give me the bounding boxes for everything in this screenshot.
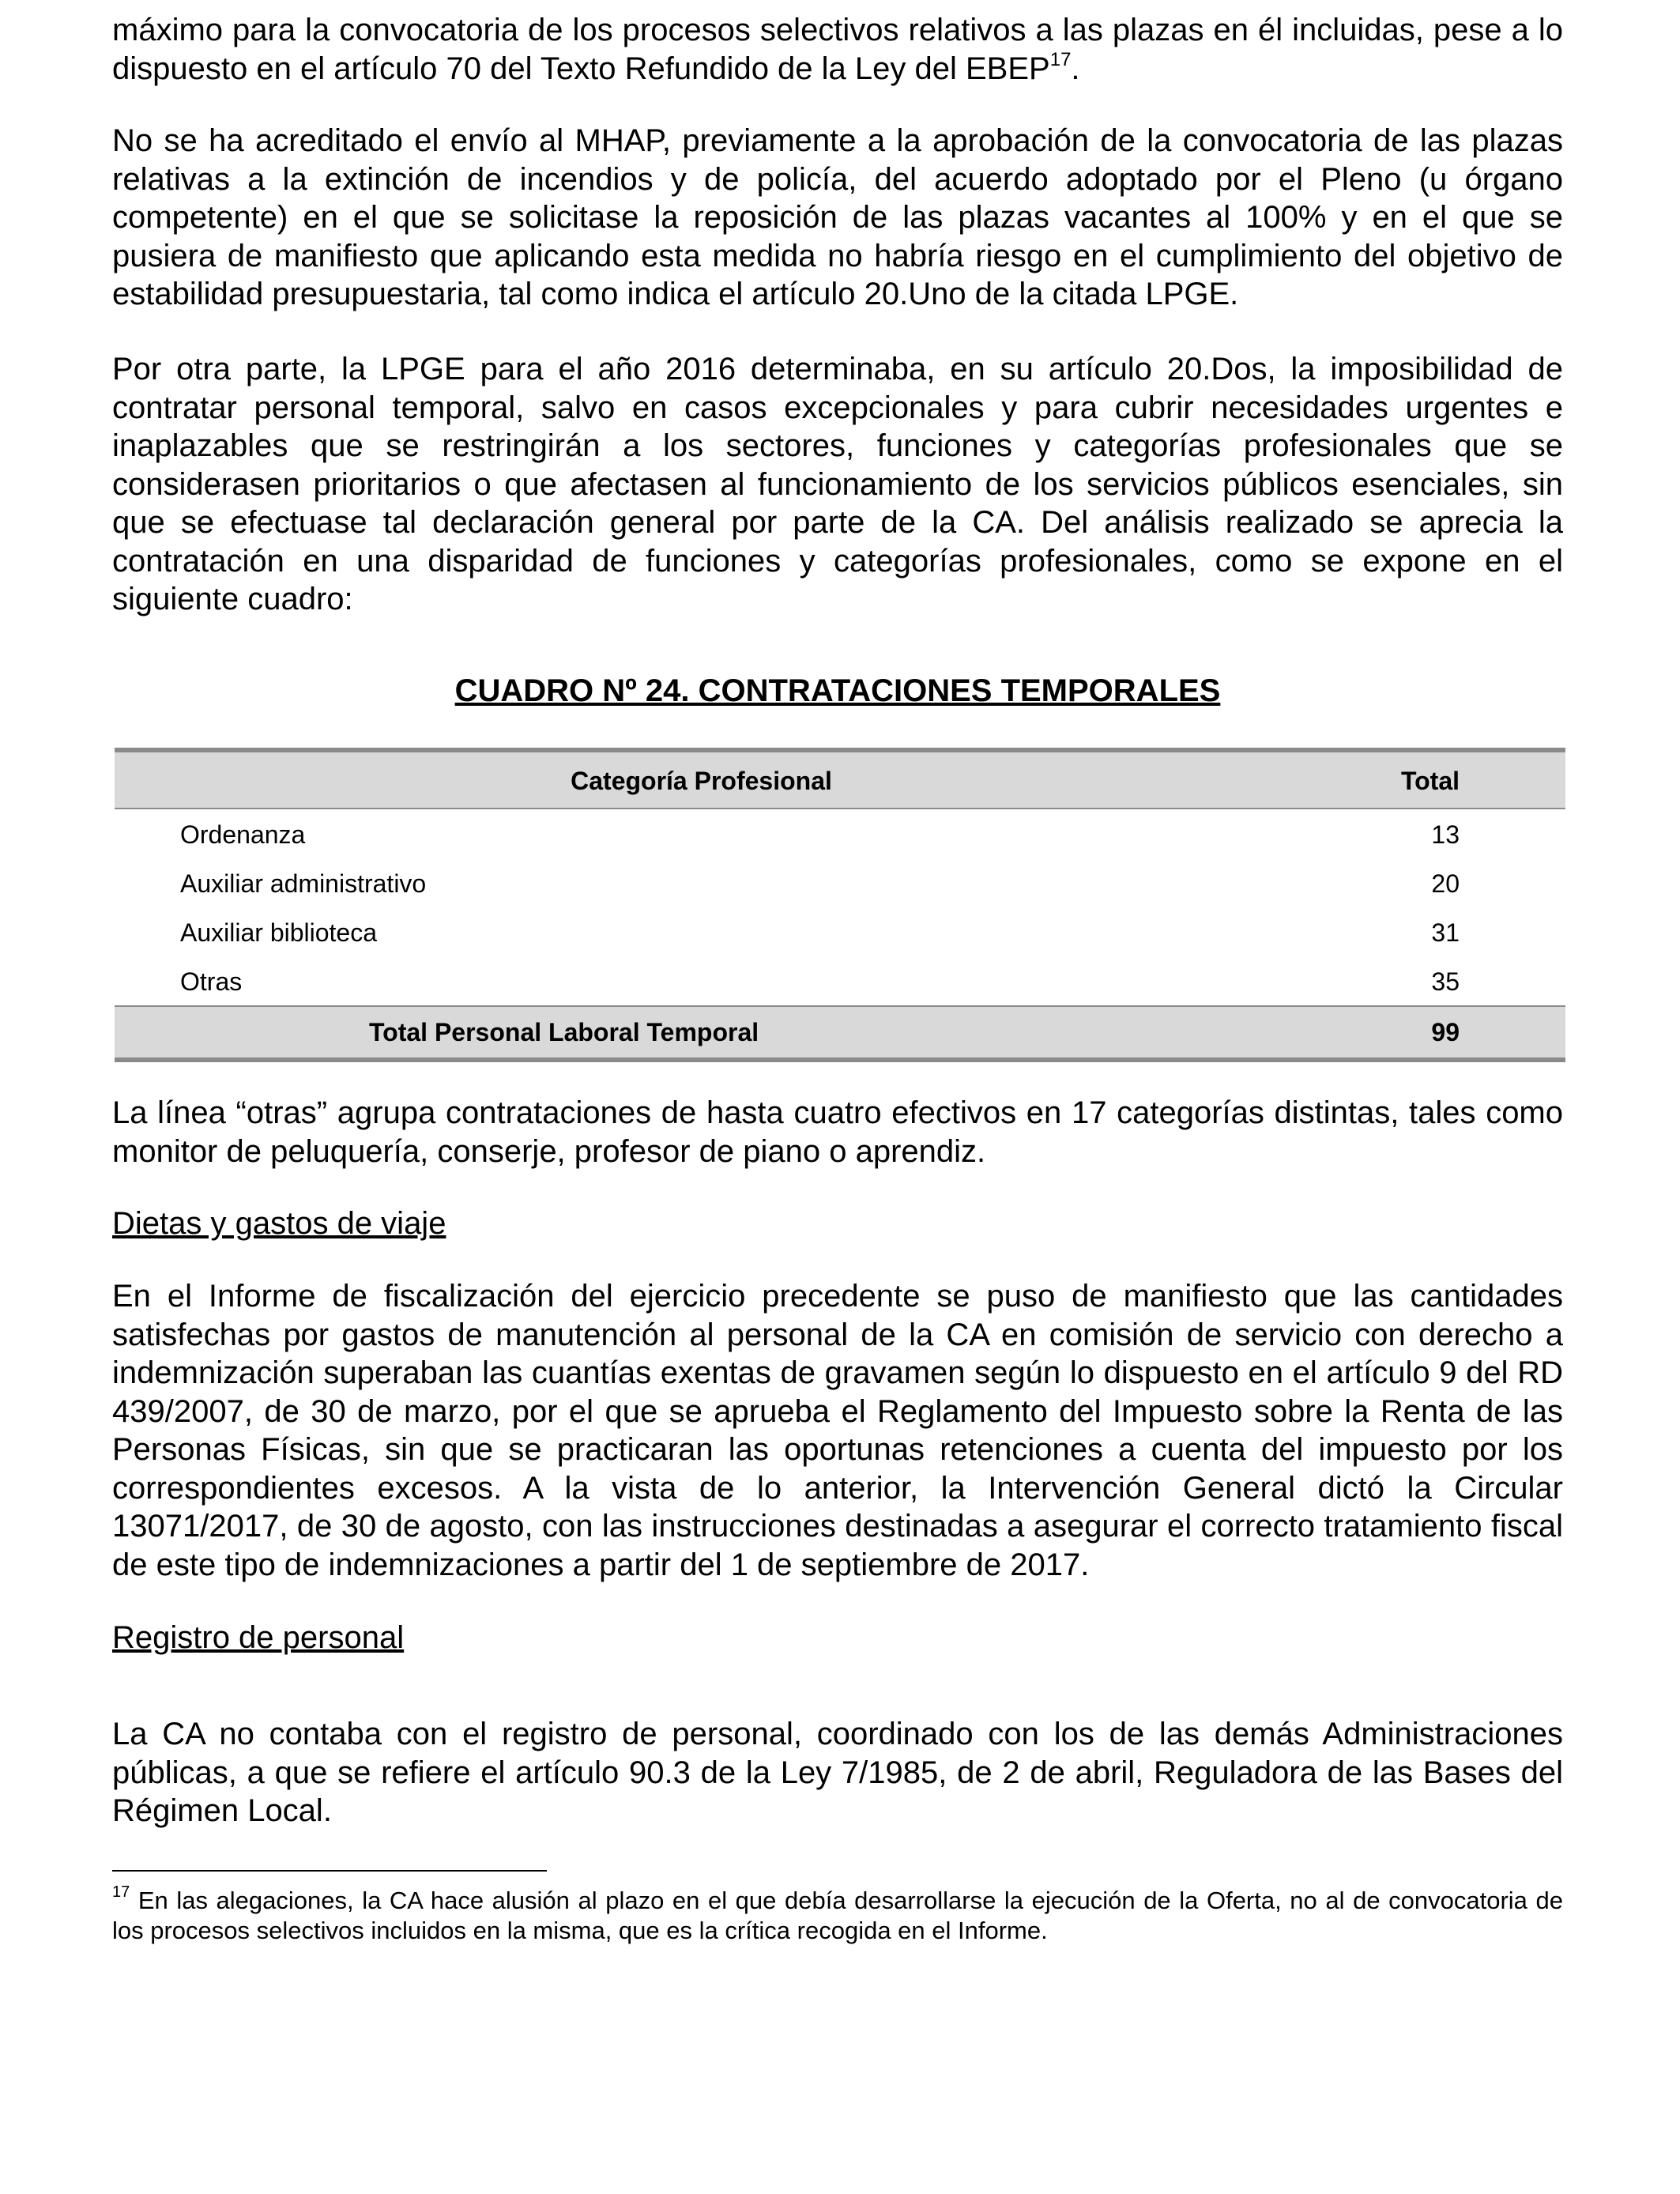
footnote-reference[interactable]: 17 <box>1049 49 1072 71</box>
paragraph-4: La línea “otras” agrupa contrataciones de hasta cuatro efectivos en 17 categorías distintas, tales como monitor de peluquería, conserje, profesor de piano o aprendiz. <box>112 1095 1563 1169</box>
paragraph-1 <box>112 11 1563 88</box>
row-total: 13 <box>1431 820 1460 849</box>
row-category: Auxiliar biblioteca <box>180 918 378 947</box>
section-heading-dietas: Dietas y gastos de viaje <box>112 1206 446 1241</box>
header-category: Categoría Profesional <box>571 767 832 795</box>
paragraph-2: No se ha acreditado el envío al MHAP, previamente a la aprobación de la convocatoria de las plazas relativas a la extinción de incendios y de policía, del acuerdo adoptado por el Pleno (u órgano competente) en el que se solicitase la reposición de las plazas vacantes al 100% y en el que se pusiera de manifiesto que aplicando esta medida no habría riesgo en el cumplimiento del objetivo de estabilidad presupuestaria, tal como indica el artículo 20.Uno de la citada LPGE. <box>112 123 1563 311</box>
paragraph-1-text: máximo para la convocatoria de los procesos selectivos relativos a las plazas en él incluidas, pese a lo dispuesto en el artículo 70 del Texto Refundido de la Ley del EBEP <box>112 13 1563 86</box>
header-total: Total <box>1400 767 1460 795</box>
table-total-row <box>115 1005 1565 1057</box>
footnote-text: En las alegaciones, la CA hace alusión al plazo en el que debía desarrollarse la ejecución de la Oferta, no al de convocatoria de los procesos selectivos incluidos en la misma, que es la crítica recogida en el Informe. <box>112 1887 1563 1944</box>
table-row <box>115 858 1565 907</box>
total-label: Total Personal Laboral Temporal <box>369 1018 759 1046</box>
row-category: Ordenanza <box>180 820 306 849</box>
footnote-number: 17 <box>112 1883 130 1901</box>
table-title: CUADRO Nº 24. CONTRATACIONES TEMPORALES <box>454 673 1221 708</box>
section-heading-registro: Registro de personal <box>112 1620 405 1655</box>
row-category: Otras <box>180 967 243 996</box>
footnote-separator <box>112 1870 547 1872</box>
row-category: Auxiliar administrativo <box>180 869 427 898</box>
paragraph-6: La CA no contaba con el registro de personal, coordinado con los de las demás Administraciones públicas, a que se refiere el artículo 90.3 de la Ley 7/1985, de 2 de abril, Reguladora de las Bases del Régimen Local. <box>112 1717 1563 1828</box>
table-bottom-border <box>115 1057 1565 1062</box>
table-row <box>115 907 1565 956</box>
footnote <box>112 1883 1563 1946</box>
table-row <box>115 956 1565 1005</box>
contrataciones-table <box>115 748 1565 1062</box>
paragraph-3: Por otra parte, la LPGE para el año 2016 determinaba, en su artículo 20.Dos, la imposibilidad de contratar personal temporal, salvo en casos excepcionales y para cubrir necesidades urgentes e inaplazables que se restringirán a los sectores, funciones y categorías profesionales que se considerasen prioritarios o que afectasen al funcionamiento de los servicios públicos esenciales, sin que se efectuase tal declaración general por parte de la CA. Del análisis realizado se aprecia la contratación en una disparidad de funciones y categorías profesionales, como se expone en el siguiente cuadro: <box>112 352 1563 616</box>
total-value: 99 <box>1431 1018 1460 1046</box>
paragraph-5: En el Informe de fiscalización del ejercicio precedente se puso de manifiesto que las cantidades satisfechas por gastos de manutención al personal de la CA en comisión de servicio con derecho a indemnización superaban las cuantías exentas de gravamen según lo dispuesto en el artículo 9 del RD 439/2007, de 30 de marzo, por el que se aprueba el Reglamento del Impuesto sobre la Renta de las Personas Físicas, sin que se practicaran las oportunas retenciones a cuenta del impuesto por los correspondientes excesos. A la vista de lo anterior, la Intervención General dictó la Circular 13071/2017, de 30 de agosto, con las instrucciones destinadas a asegurar el correcto tratamiento fiscal de este tipo de indemnizaciones a partir del 1 de septiembre de 2017. <box>112 1279 1563 1582</box>
table-row <box>115 809 1565 858</box>
table-header-row <box>115 752 1565 809</box>
row-total: 31 <box>1431 918 1460 947</box>
paragraph-1-end: . <box>1071 51 1080 86</box>
row-total: 20 <box>1431 869 1460 898</box>
row-total: 35 <box>1431 967 1460 996</box>
